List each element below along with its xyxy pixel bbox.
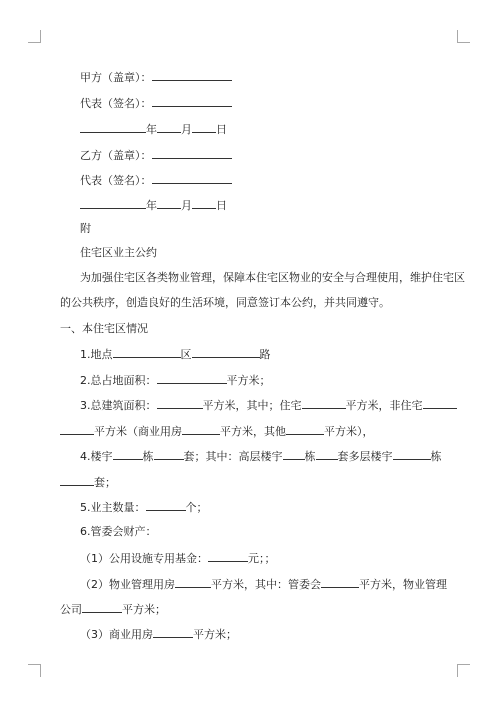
party-b-rep-label: 代表（签名）：	[80, 174, 152, 187]
management-rooms-label: （2）物业管理用房	[80, 578, 175, 591]
land-area-unit: 平方米；	[226, 374, 271, 387]
other-unit: 平方米），	[324, 425, 374, 438]
crop-mark-bottom-left	[28, 664, 41, 677]
item-commercial-rooms	[80, 627, 237, 642]
party-a-seal-line	[80, 70, 232, 85]
intro-line-1: 为加强住宅区各类物业管理，保障本住宅区物业的安全与合理使用，维护住宅区	[80, 271, 465, 284]
other-label: 平方米，其他	[220, 425, 286, 438]
owners-label: 5.业主数量：	[80, 501, 146, 514]
party-b-rep-line	[80, 173, 232, 188]
party-a-day-blank[interactable]	[192, 122, 216, 133]
buildings-label: 4.楼宇	[80, 450, 113, 463]
party-b-seal-line	[80, 148, 232, 163]
land-area-label: 2.总占地面积：	[80, 374, 157, 387]
month-label: 月	[181, 199, 192, 212]
highrise-units-blank[interactable]	[316, 449, 338, 460]
district-label: 区	[180, 348, 192, 361]
building-area-label: 3.总建筑面积：	[80, 399, 157, 412]
location-label: 1.地点	[80, 348, 113, 361]
party-b-date-line	[80, 198, 227, 213]
non-residential-blank[interactable]	[423, 398, 457, 409]
highrise-unit: 栋	[304, 450, 316, 463]
party-b-day-blank[interactable]	[192, 198, 216, 209]
party-b-rep-blank[interactable]	[152, 173, 232, 184]
residential-blank[interactable]	[302, 398, 346, 409]
item-owners	[80, 500, 208, 515]
buildings-count-blank[interactable]	[113, 449, 143, 460]
item-public-fund	[80, 551, 276, 566]
party-a-label: 甲方（盖章）：	[80, 71, 152, 84]
item-committee-property: 6.管委会财产：	[80, 525, 157, 538]
party-a-year-blank[interactable]	[80, 122, 146, 133]
day-label: 日	[216, 123, 227, 136]
commercial-blank[interactable]	[182, 424, 220, 435]
item-buildings	[80, 449, 442, 464]
owners-unit: 个；	[185, 501, 208, 514]
committee-area-label: 平方米，其中：管委会	[211, 578, 321, 591]
party-a-date-line	[80, 122, 227, 137]
party-b-year-blank[interactable]	[80, 198, 146, 209]
commercial-label: 平方米（商业用房	[94, 425, 182, 438]
document-title: 住宅区业主公约	[80, 246, 157, 259]
highrise-count-blank[interactable]	[283, 449, 305, 460]
year-label: 年	[146, 199, 157, 212]
party-a-rep-label: 代表（签名）：	[80, 97, 152, 110]
year-label: 年	[146, 123, 157, 136]
party-b-label: 乙方（盖章）：	[80, 149, 152, 162]
attachment-label: 附	[80, 222, 91, 235]
non-residential-blank-cont[interactable]	[60, 424, 94, 435]
item-building-area-cont	[60, 424, 374, 439]
committee-area-blank[interactable]	[321, 577, 359, 588]
crop-mark-top-left	[28, 30, 41, 43]
road-blank[interactable]	[192, 347, 260, 358]
item-management-rooms	[80, 577, 447, 592]
crop-mark-top-right	[457, 30, 470, 43]
owners-blank[interactable]	[146, 500, 186, 511]
party-a-rep-line	[80, 96, 232, 111]
item-management-rooms-cont	[60, 602, 166, 617]
multistory-units-blank[interactable]	[60, 475, 94, 486]
party-b-seal-blank[interactable]	[152, 148, 232, 159]
item-location	[80, 347, 271, 362]
property-company-label: 平方米，物业管理	[359, 578, 447, 591]
item-buildings-cont	[60, 475, 116, 490]
building-area-blank[interactable]	[157, 398, 203, 409]
commercial-rooms-blank[interactable]	[153, 627, 193, 638]
company-area-blank[interactable]	[82, 602, 122, 613]
commercial-rooms-label: （3）商业用房	[80, 628, 153, 641]
party-b-month-blank[interactable]	[157, 198, 181, 209]
multistory-units-label: 套；	[94, 476, 116, 489]
public-fund-label: （1）公用设施专用基金：	[80, 552, 208, 565]
residential-label: 平方米，其中；住宅	[202, 399, 302, 412]
party-a-rep-blank[interactable]	[152, 96, 232, 107]
section-heading-1: 一、本住宅区情况	[60, 322, 148, 335]
party-a-seal-blank[interactable]	[152, 70, 232, 81]
public-fund-unit: 元；；	[248, 552, 276, 565]
multistory-label: 套多层楼宇	[337, 450, 393, 463]
month-label: 月	[181, 123, 192, 136]
road-label: 路	[259, 348, 271, 361]
other-blank[interactable]	[286, 424, 324, 435]
multistory-count-blank[interactable]	[393, 449, 431, 460]
company-area-unit: 平方米；	[122, 603, 166, 616]
district-blank[interactable]	[113, 347, 181, 358]
buildings-unit: 栋	[142, 450, 154, 463]
multistory-unit: 栋	[430, 450, 442, 463]
crop-mark-bottom-right	[457, 664, 470, 677]
item-building-area	[80, 398, 457, 413]
company-label: 公司	[60, 603, 82, 616]
public-fund-blank[interactable]	[208, 551, 248, 562]
management-rooms-blank[interactable]	[175, 577, 211, 588]
non-residential-label: 平方米，非住宅	[345, 399, 423, 412]
highrise-label: 套；其中：高层楼宇	[183, 450, 283, 463]
day-label: 日	[216, 199, 227, 212]
party-a-month-blank[interactable]	[157, 122, 181, 133]
units-count-blank[interactable]	[154, 449, 184, 460]
land-area-blank[interactable]	[157, 373, 227, 384]
intro-line-2: 的公共秩序，创造良好的生活环境，同意签订本公约，并共同遵守。	[60, 296, 390, 309]
commercial-rooms-unit: 平方米；	[193, 628, 237, 641]
item-land-area	[80, 373, 271, 388]
